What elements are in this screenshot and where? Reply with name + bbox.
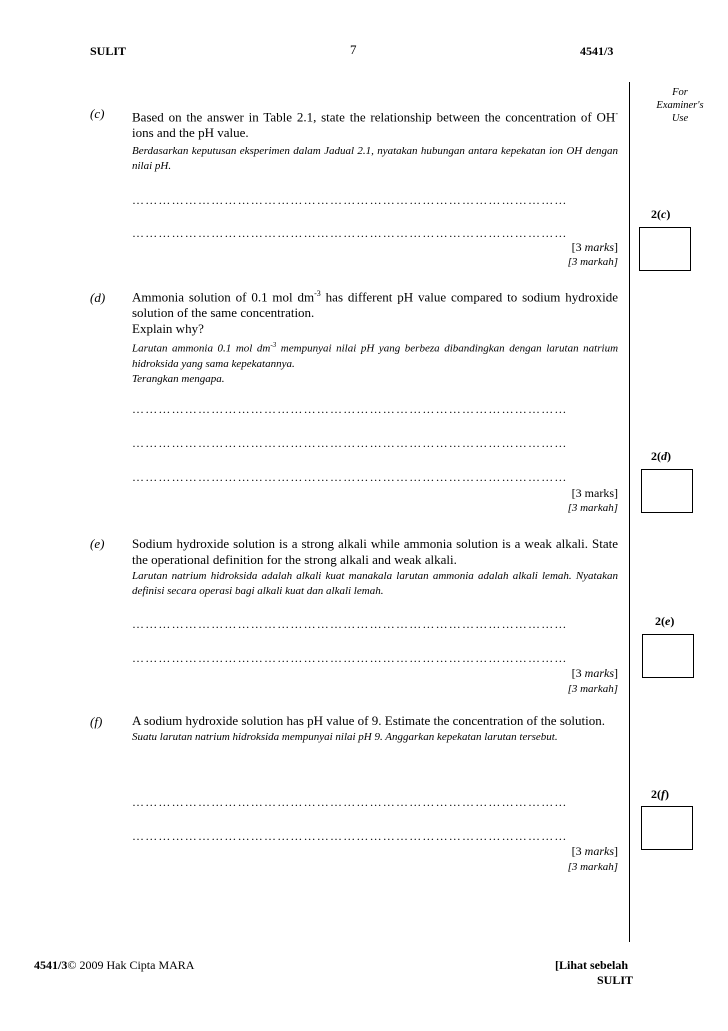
examiner-column-divider xyxy=(629,82,630,942)
question-f-label: (f) xyxy=(90,714,103,729)
score-box-2c[interactable] xyxy=(639,227,691,271)
question-c-label: (c) xyxy=(90,106,105,121)
page-number: 7 xyxy=(350,42,357,57)
score-label-2c: 2(c) xyxy=(651,207,671,221)
answer-line[interactable]: ……………………………………………………………………………………… xyxy=(132,193,568,207)
header-sulit: SULIT xyxy=(90,44,127,58)
question-c-text: Based on the answer in Table 2.1, state the relationship between the concentration of OH- ions and the pH value. Berdasarkan keputusan eksperimen dalam Jadual 2.1, nyatakan hubungan antara kepekatan ion OH dengan nilai pH. xyxy=(132,109,618,173)
score-label-2e: 2(e) xyxy=(655,614,675,628)
marks-label: [3 marks] xyxy=(571,844,618,858)
markah-label: [3 markah] xyxy=(567,502,618,514)
marks-label: [3 marks] xyxy=(571,666,618,680)
marks-label: [3 marks] xyxy=(571,240,618,254)
question-d-text: Ammonia solution of 0.1 mol $dm^{-3}$ has different pH value compared to sodium hydroxide solution of the same concentration. Explain why? Larutan ammonia 0.1 mol $dm^{-3}$ mempunyai nilai pH yang berbeza dibandingkan dengan larutan natrium hidroksida yang sama kepekatannya. Terangkan mengapa. xyxy=(132,289,619,385)
question-d-label: (d) xyxy=(90,290,106,305)
score-box-2f[interactable] xyxy=(641,806,693,850)
answer-line[interactable]: ……………………………………………………………………………………… xyxy=(132,436,568,450)
markah-label: [3 markah] xyxy=(567,256,618,268)
question-e-text: Sodium hydroxide solution is a strong alkali while ammonia solution is a weak alkali. State the operational definition for the strong alkali and weak alkali. Larutan natrium hidroksida adalah alkali kuat manakala larutan ammonia adalah alkali lemah. Nyatakan definisi secara operasi bagi alkali kuat dan alkali lemah. xyxy=(132,536,618,597)
question-e-label: (e) xyxy=(90,536,105,551)
examiner-use-label: For Examiner's Use xyxy=(656,87,704,124)
paper-code: 4541/3 xyxy=(580,44,614,58)
score-label-2d: 2(d) xyxy=(651,449,671,463)
answer-line[interactable]: ……………………………………………………………………………………… xyxy=(132,402,568,416)
markah-label: [3 markah] xyxy=(567,861,618,873)
answer-line[interactable]: ……………………………………………………………………………………… xyxy=(132,795,568,809)
answer-line[interactable]: ……………………………………………………………………………………… xyxy=(132,226,568,240)
score-box-2e[interactable] xyxy=(642,634,694,678)
answer-line[interactable]: ……………………………………………………………………………………… xyxy=(132,617,568,631)
answer-line[interactable]: ……………………………………………………………………………………… xyxy=(132,651,568,665)
marks-label: [3 marks] xyxy=(571,486,618,500)
score-box-2d[interactable] xyxy=(641,469,693,513)
footer-sulit: SULIT xyxy=(597,973,634,987)
answer-line[interactable]: ……………………………………………………………………………………… xyxy=(132,829,568,843)
score-label-2f: 2(f) xyxy=(651,787,669,801)
answer-line[interactable]: ……………………………………………………………………………………… xyxy=(132,470,568,484)
footer-next-page: [Lihat sebelah xyxy=(555,958,629,972)
question-f-text: A sodium hydroxide solution has pH value of 9. Estimate the concentration of the solution. Suatu larutan natrium hidroksida mempunyai nilai pH 9. Anggarkan kepekatan larutan tersebut. xyxy=(132,713,605,743)
footer-copyright: 4541/3© 2009 Hak Cipta MARA xyxy=(34,958,195,972)
markah-label: [3 markah] xyxy=(567,683,618,695)
